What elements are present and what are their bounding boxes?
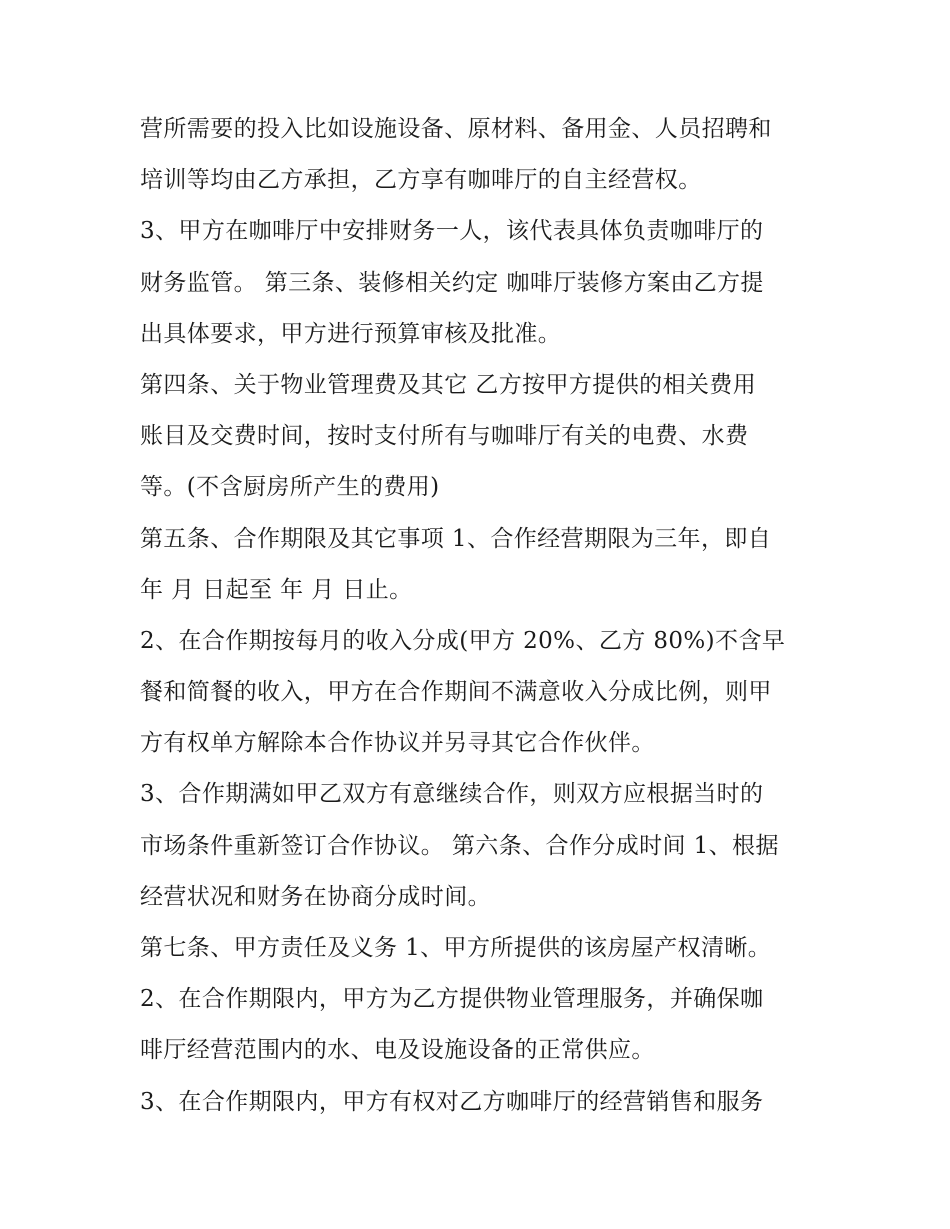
text-line-10: 年 月 日起至 年 月 日止。 [140,576,413,603]
text-line-8: 等。(不含厨房所产生的费用) [140,474,440,501]
text-line-7: 账目及交费时间，按时支付所有与咖啡厅有关的电费、水费 [140,423,749,450]
document-body [140,104,815,1128]
text-line-20: 3、在合作期限内，甲方有权对乙方咖啡厅的经营销售和服务 [140,1088,764,1115]
text-line-16: 经营状况和财务在协商分成时间。 [140,883,491,910]
text-line-11: 2、在合作期按每月的收入分成(甲方 20%、乙方 80%)不含早 [140,627,786,654]
text-line-9: 第五条、合作期限及其它事项 1、合作经营期限为三年，即自 [140,525,772,552]
text-line-15: 市场条件重新签订合作协议。 第六条、合作分成时间 1、根据 [140,832,779,859]
text-line-6: 第四条、关于物业管理费及其它 乙方按甲方提供的相关费用 [140,371,757,398]
text-line-2: 培训等均由乙方承担，乙方享有咖啡厅的自主经营权。 [140,167,702,194]
text-line-12: 餐和简餐的收入，甲方在合作期间不满意收入分成比例，则甲 [140,679,772,706]
text-line-19: 啡厅经营范围内的水、电及设施设备的正常供应。 [140,1037,655,1064]
text-line-1: 营所需要的投入比如设施设备、原材料、备用金、人员招聘和 [140,116,772,142]
text-line-14: 3、合作期满如甲乙双方有意继续合作，则双方应根据当时的 [140,781,764,808]
text-line-5: 出具体要求，甲方进行预算审核及批准。 [140,320,562,347]
text-line-3: 3、甲方在咖啡厅中安排财务一人，该代表具体负责咖啡厅的 [140,218,764,245]
text-line-4: 财务监管。 第三条、装修相关约定 咖啡厅装修方案由乙方提 [140,269,764,296]
text-line-13: 方有权单方解除本合作协议并另寻其它合作伙伴。 [140,730,655,757]
text-line-17: 第七条、甲方责任及义务 1、甲方所提供的该房屋产权清晰。 [140,935,772,961]
text-line-18: 2、在合作期限内，甲方为乙方提供物业管理服务，并确保咖 [140,986,764,1013]
